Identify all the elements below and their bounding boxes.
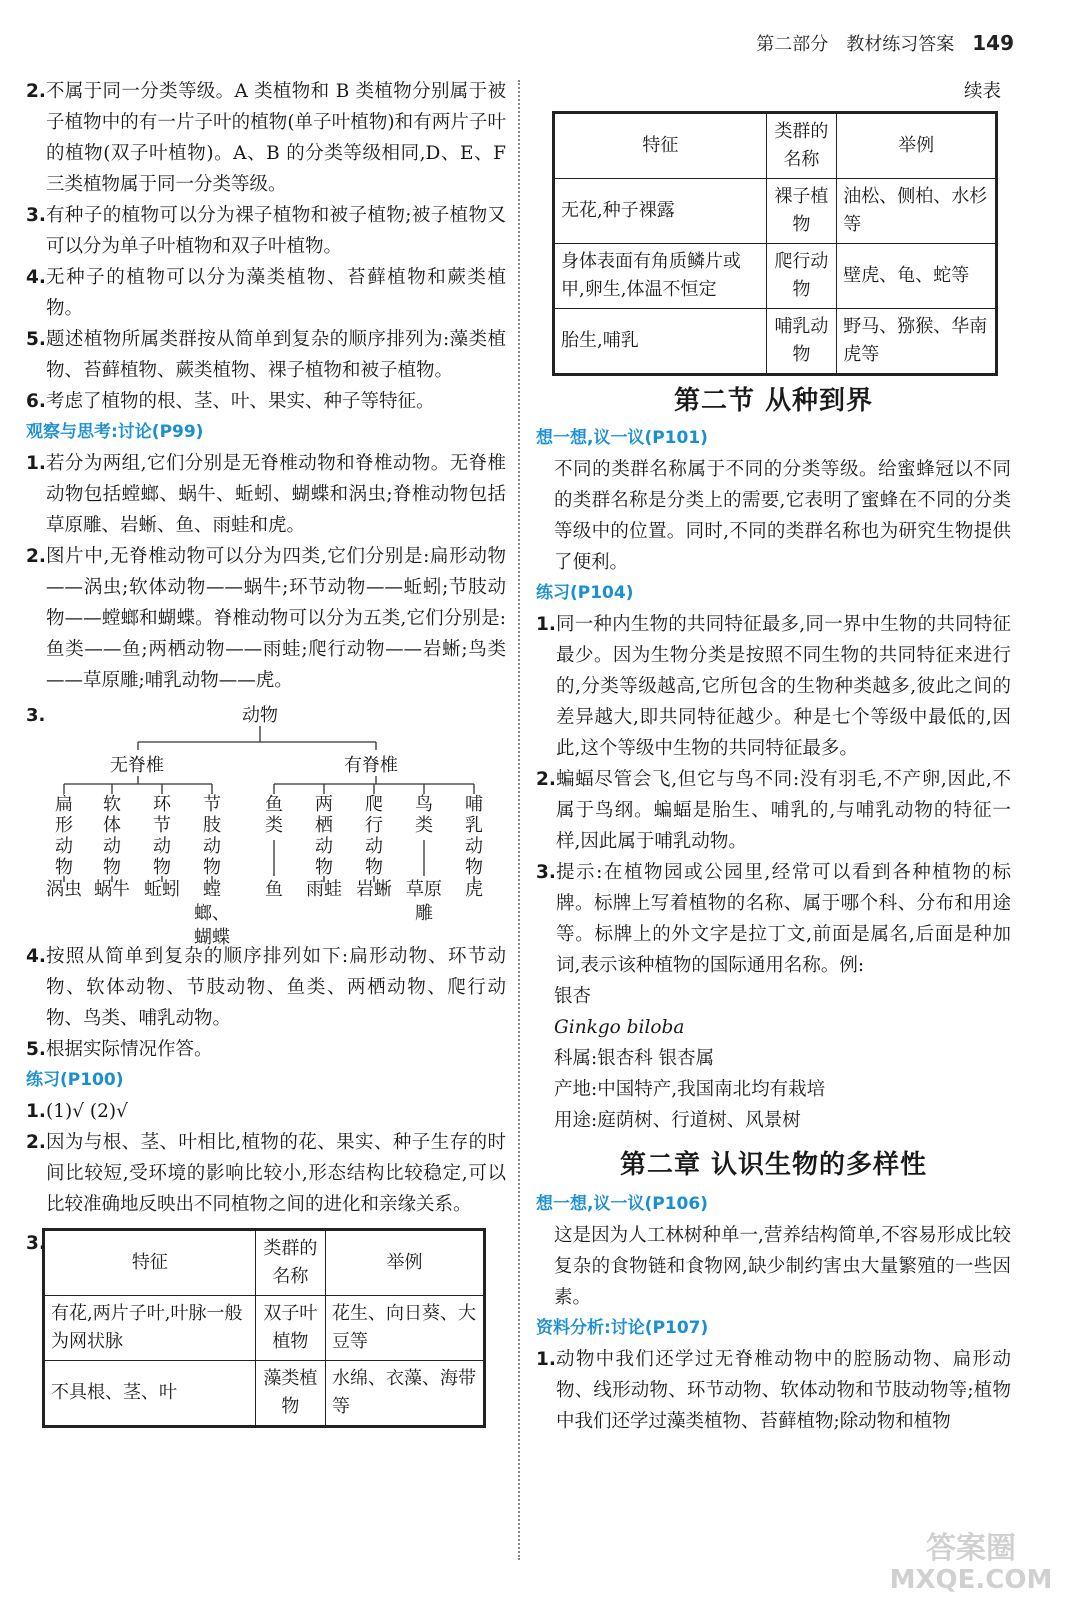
page-number: 149 bbox=[972, 31, 1014, 55]
table-cell: 哺乳动物 bbox=[766, 309, 837, 374]
tree-example: 涡虫 bbox=[46, 879, 82, 900]
tree-category: 节肢动物 bbox=[203, 794, 221, 878]
section-label-p106: 想一想,议一议(P106) bbox=[536, 1194, 708, 1214]
answer-number: 6. bbox=[26, 391, 46, 412]
section-label-p100: 练习(P100) bbox=[26, 1070, 124, 1090]
p101-answer: 不同的类群名称属于不同的分类等级。给蜜蜂冠以不同的类群名称是分类上的需要,它表明了蜜蜂在不同的分类等级中的位置。同时,不同的类群名称也为研究生物提供了便利。 bbox=[554, 459, 1011, 573]
tree-category: 两栖动物 bbox=[315, 794, 333, 878]
plant-table-frame bbox=[42, 1228, 486, 1428]
answer-text: 考虑了植物的根、茎、叶、果实、种子等特征。 bbox=[46, 391, 435, 412]
answer-text: 因为与根、茎、叶相比,植物的花、果实、种子生存的时间比较短,受环境的影响比较小,形态结构比较稳定,可以比较准确地反映出不同植物之间的进化和亲缘关系。 bbox=[46, 1132, 506, 1215]
section-label-p99: 观察与思考:讨论(P99) bbox=[26, 422, 204, 442]
left-column bbox=[26, 76, 506, 1428]
table-row bbox=[555, 309, 996, 374]
plant-classification-table bbox=[44, 1230, 484, 1426]
header-section: 教材练习答案 bbox=[846, 34, 955, 55]
tree-example: 蚯蚓 bbox=[144, 879, 180, 900]
answer-text: 有种子的植物可以分为裸子植物和被子植物;被子植物又可以分为单子叶植物和双子叶植物。 bbox=[46, 205, 506, 257]
answer-text: 动物中我们还学过无脊椎动物中的腔肠动物、扁形动物、线形动物、环节动物、软体动物和节肢动物等;植物中我们还学过藻类植物、苔藓植物;除动物和植物 bbox=[556, 1349, 1011, 1432]
answer-text: 图片中,无脊椎动物可以分为四类,它们分别是:扁形动物——涡虫;软体动物——蜗牛;环节动物——蚯蚓;节肢动物——螳螂和蝴蝶。脊椎动物可以分为五类,它们分别是:鱼类——鱼;两栖动物——雨蛙;爬行动物——岩蜥;鸟类——草原雕;哺乳动物——虎。 bbox=[46, 546, 506, 691]
answer-number: 3. bbox=[26, 205, 46, 226]
answer-item bbox=[26, 1127, 506, 1220]
answer-number: 1. bbox=[26, 1101, 46, 1122]
answer-number: 1. bbox=[26, 453, 46, 474]
answer-number: 3. bbox=[536, 862, 556, 883]
answer-text: 根据实际情况作答。 bbox=[46, 1039, 213, 1060]
table-cell: 双子叶植物 bbox=[255, 1296, 325, 1361]
answer-number: 5. bbox=[26, 1039, 46, 1060]
table-row bbox=[555, 244, 996, 309]
answer-text: 提示:在植物园或公园里,经常可以看到各种植物的标牌。标牌上写着植物的名称、属于哪个科、分布和用途等。标牌上的外文字是拉丁文,前面是属名,后面是种加词,表示该种植物的国际通用名称。例: bbox=[556, 862, 1011, 976]
answer-item bbox=[26, 448, 506, 541]
answers-group-a bbox=[26, 76, 506, 417]
answer-item bbox=[26, 1096, 506, 1127]
table-header-cell: 类群的名称 bbox=[255, 1231, 325, 1296]
plant-table-block bbox=[26, 1228, 506, 1428]
ginkgo-latin: Ginkgo biloba bbox=[554, 1017, 685, 1038]
animal-classification-tree bbox=[26, 696, 506, 948]
answer-item bbox=[536, 1344, 1011, 1437]
answer-text: 无种子的植物可以分为藻类植物、苔藓植物和蕨类植物。 bbox=[46, 267, 506, 319]
ginkgo-use: 用途:庭荫树、行道树、风景树 bbox=[554, 1110, 801, 1131]
answer-number: 2. bbox=[26, 546, 46, 567]
table-header-row bbox=[45, 1231, 484, 1296]
section-heading: 第二节 从种到界 bbox=[673, 386, 874, 416]
table-cell: 胎生,哺乳 bbox=[555, 309, 767, 374]
table-cell: 有花,两片子叶,叶脉一般为网状脉 bbox=[45, 1296, 256, 1361]
tree-category: 爬行动物 bbox=[365, 794, 383, 878]
tree-example: 岩蜥 bbox=[356, 879, 392, 900]
tree-example: 虎 bbox=[465, 879, 483, 900]
answers-group-f bbox=[536, 1344, 1011, 1437]
table-cell: 水绵、衣藻、海带等 bbox=[325, 1361, 483, 1426]
answer-item bbox=[26, 386, 506, 417]
svg-text:答案圈: 答案圈 bbox=[926, 1531, 1016, 1566]
answers-group-e bbox=[536, 609, 1011, 981]
answer-text: 蝙蝠尽管会飞,但它与鸟不同:没有羽毛,不产卵,因此,不属于鸟纲。蝙蝠是胎生、哺乳的,与哺乳动物的特征一样,因此属于哺乳动物。 bbox=[556, 769, 1011, 852]
table-item-number: 3. bbox=[26, 1233, 46, 1254]
answer-item bbox=[26, 941, 506, 1034]
tree-example: 雨蛙 bbox=[306, 879, 342, 900]
table-header-row bbox=[555, 114, 996, 179]
tree-example: 草原雕 bbox=[406, 879, 442, 924]
tree-group-vertebrate: 有脊椎 bbox=[344, 755, 398, 776]
table-cell: 藻类植物 bbox=[255, 1361, 325, 1426]
table-row bbox=[45, 1296, 484, 1361]
header-part: 第二部分 bbox=[756, 34, 829, 55]
chapter-heading: 第二章 认识生物的多样性 bbox=[619, 1150, 928, 1180]
ginkgo-name: 银杏 bbox=[554, 986, 592, 1007]
answer-text: 按照从简单到复杂的顺序排列如下:扁形动物、环节动物、软体动物、节肢动物、鱼类、两栖动物、爬行动物、鸟类、哺乳动物。 bbox=[46, 946, 506, 1029]
answer-number: 1. bbox=[536, 1349, 556, 1370]
continued-table-frame bbox=[552, 111, 998, 376]
answer-item bbox=[536, 857, 1011, 981]
answer-number: 2. bbox=[26, 81, 46, 102]
answers-group-d bbox=[26, 1096, 506, 1220]
answer-text: (1)√ (2)√ bbox=[46, 1101, 128, 1122]
tree-category: 鸟类 bbox=[415, 794, 433, 836]
table-cell: 身体表面有角质鳞片或甲,卵生,体温不恒定 bbox=[555, 244, 767, 309]
table-cell: 壁虎、龟、蛇等 bbox=[837, 244, 996, 309]
table-cell: 裸子植物 bbox=[766, 179, 837, 244]
tree-category: 鱼类 bbox=[265, 794, 283, 836]
answer-number: 4. bbox=[26, 946, 46, 967]
answer-item bbox=[536, 609, 1011, 764]
answer-number: 2. bbox=[26, 1132, 46, 1153]
tree-category: 扁形动物 bbox=[55, 794, 73, 878]
answer-text: 不属于同一分类等级。A 类植物和 B 类植物分别属于被子植物中的有一片子叶的植物(单子叶植物)和有两片子叶的植物(双子叶植物)。A、B 的分类等级相同,D、E、F 三类植物属于同一分类等级。 bbox=[46, 81, 506, 195]
answer-item bbox=[26, 324, 506, 386]
answer-text: 若分为两组,它们分别是无脊椎动物和脊椎动物。无脊椎动物包括螳螂、蜗牛、蚯蚓、蝴蝶和涡虫;脊椎动物包括草原雕、岩蜥、鱼、雨蛙和虎。 bbox=[46, 453, 506, 536]
tree-item-number: 3. bbox=[26, 705, 46, 726]
tree-category: 软体动物 bbox=[103, 794, 121, 878]
column-divider bbox=[518, 80, 520, 1560]
table-row bbox=[45, 1361, 484, 1426]
table-header-cell: 举例 bbox=[837, 114, 996, 179]
table-header-cell: 举例 bbox=[325, 1231, 483, 1296]
table-cell: 爬行动物 bbox=[766, 244, 837, 309]
svg-text:MXQE.COM: MXQE.COM bbox=[889, 1565, 1053, 1594]
table-cell: 无花,种子裸露 bbox=[555, 179, 767, 244]
tree-group-invertebrate: 无脊椎 bbox=[110, 755, 164, 776]
table-cell: 不具根、茎、叶 bbox=[45, 1361, 256, 1426]
answer-item bbox=[26, 262, 506, 324]
table-header-cell: 类群的名称 bbox=[766, 114, 837, 179]
p106-answer: 这是因为人工林树种单一,营养结构简单,不容易形成比较复杂的食物链和食物网,缺少制约害虫大量繁殖的一些因素。 bbox=[554, 1225, 1011, 1308]
ginkgo-family: 科属:银杏科 银杏属 bbox=[554, 1048, 715, 1069]
answer-number: 1. bbox=[536, 614, 556, 635]
tree-root: 动物 bbox=[242, 705, 278, 726]
tree-example: 鱼 bbox=[265, 879, 283, 900]
answer-number: 4. bbox=[26, 267, 46, 288]
table-row bbox=[555, 179, 996, 244]
tree-example: 蜗牛 bbox=[94, 879, 130, 900]
table-cell: 花生、向日葵、大豆等 bbox=[325, 1296, 483, 1361]
table-cell: 野马、猕猴、华南虎等 bbox=[837, 309, 996, 374]
section-label-p104: 练习(P104) bbox=[536, 583, 634, 603]
watermark-logo bbox=[876, 1524, 1066, 1594]
answer-item bbox=[26, 200, 506, 262]
answer-item bbox=[26, 1034, 506, 1065]
page-header bbox=[756, 30, 1014, 56]
answer-text: 题述植物所属类群按从简单到复杂的顺序排列为:藻类植物、苔藓植物、蕨类植物、裸子植物和被子植物。 bbox=[46, 329, 506, 381]
right-column bbox=[536, 76, 1011, 1437]
answer-item bbox=[26, 541, 506, 696]
answers-group-b bbox=[26, 448, 506, 696]
tree-category: 哺乳动物 bbox=[465, 794, 483, 878]
table-header-cell: 特征 bbox=[555, 114, 767, 179]
tree-category: 环节动物 bbox=[153, 794, 171, 878]
continued-classification-table bbox=[554, 113, 996, 374]
table-cell: 油松、侧柏、水杉等 bbox=[837, 179, 996, 244]
answer-item bbox=[536, 764, 1011, 857]
answer-number: 5. bbox=[26, 329, 46, 350]
tree-example: 螳螂、蝴蝶 bbox=[194, 879, 230, 948]
continued-label: 续表 bbox=[963, 81, 1001, 102]
section-label-p101: 想一想,议一议(P101) bbox=[536, 428, 708, 448]
answers-group-c bbox=[26, 941, 506, 1065]
answer-number: 2. bbox=[536, 769, 556, 790]
ginkgo-origin: 产地:中国特产,我国南北均有栽培 bbox=[554, 1079, 826, 1100]
section-label-p107: 资料分析:讨论(P107) bbox=[536, 1318, 709, 1338]
answer-item bbox=[26, 76, 506, 200]
table-header-cell: 特征 bbox=[45, 1231, 256, 1296]
answer-text: 同一种内生物的共同特征最多,同一界中生物的共同特征最少。因为生物分类是按照不同生物的共同特征来进行的,分类等级越高,它所包含的生物种类越多,彼此之间的差异越大,即共同特征越少。种是七个等级中最低的,因此,这个等级中生物的共同特征最多。 bbox=[556, 614, 1011, 759]
